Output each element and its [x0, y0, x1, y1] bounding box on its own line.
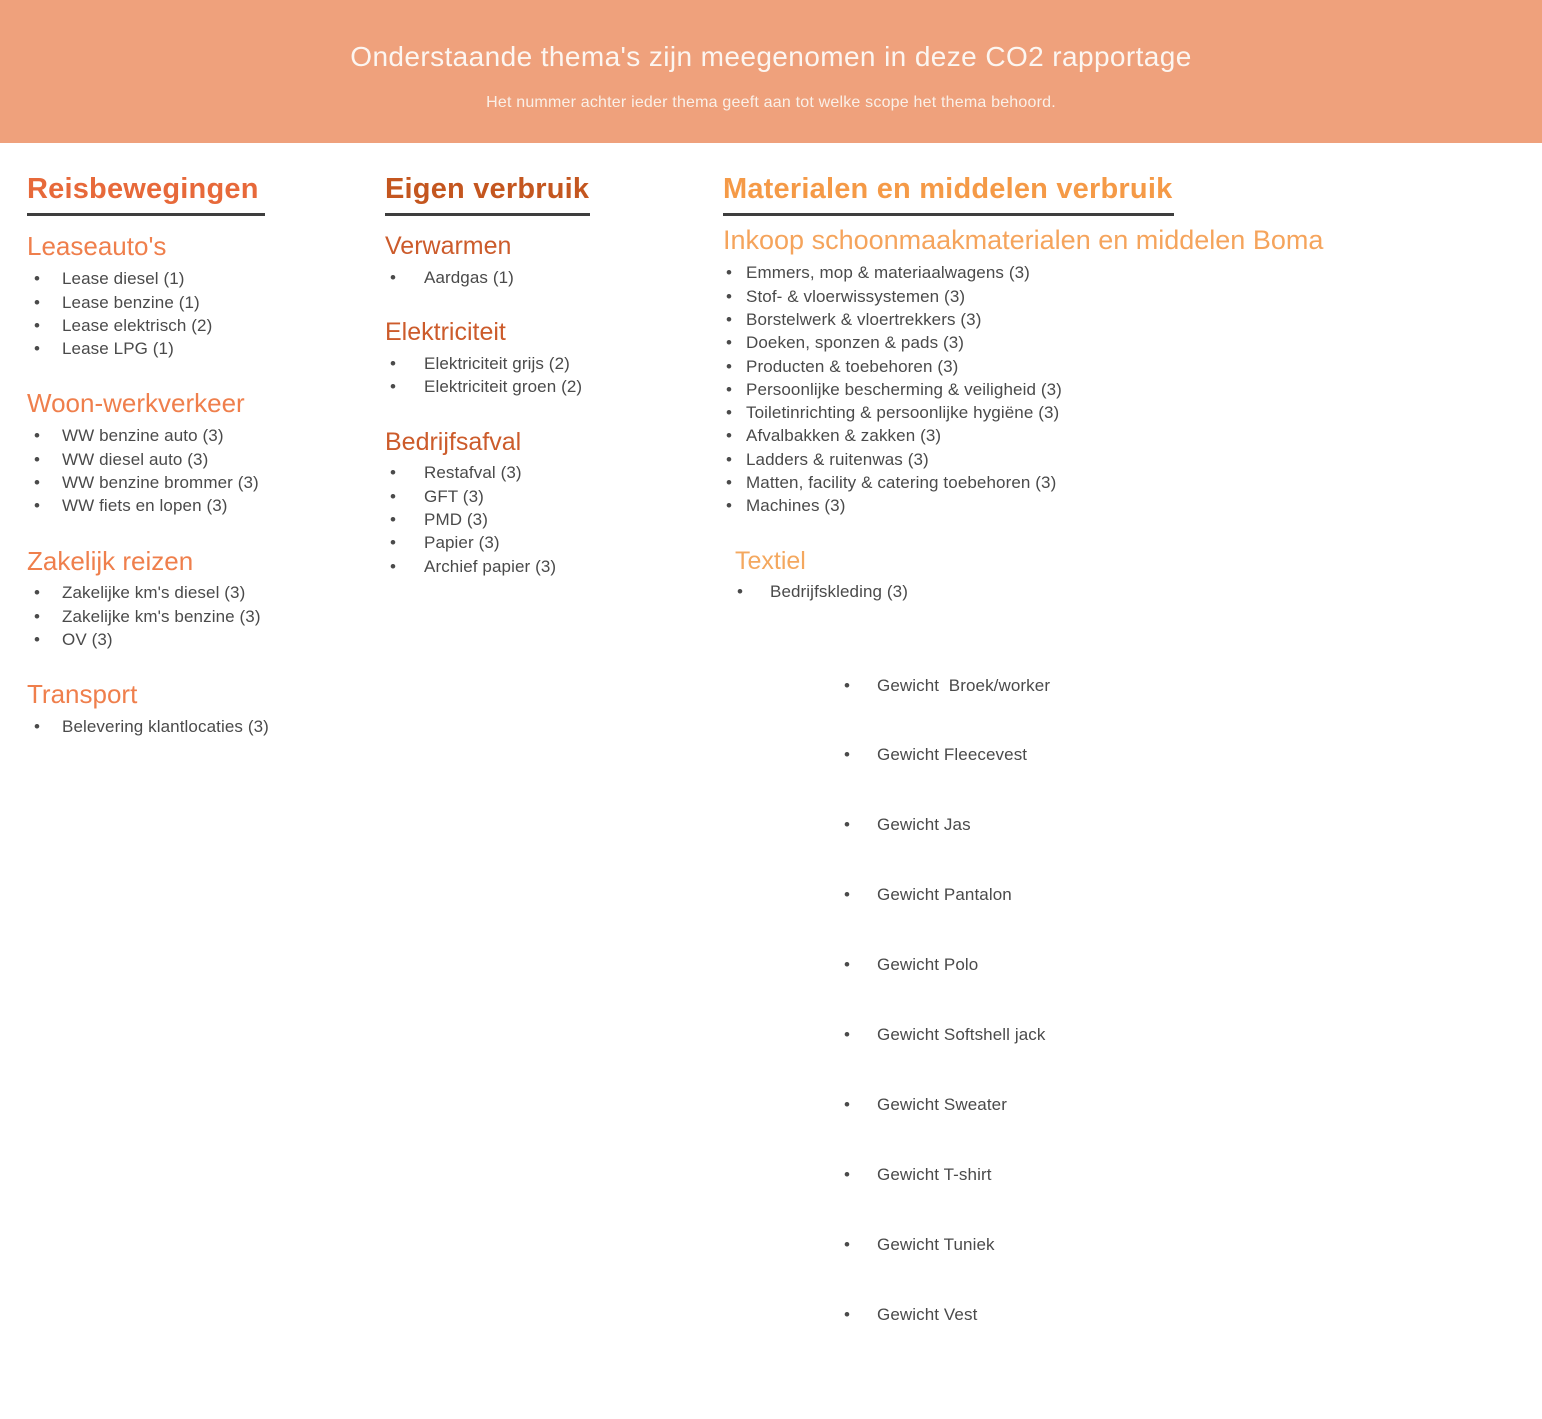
list-item: • Machines (3) [723, 494, 1423, 517]
section-title: Verwarmen [385, 232, 512, 261]
column-heading: Materialen en middelen verbruik [723, 173, 1173, 205]
section-title: Textiel [735, 546, 806, 575]
bullet-list [723, 580, 1423, 1419]
heading-underline [27, 213, 265, 216]
bullet-list [385, 266, 705, 289]
section-title: Woon-werkverkeer [27, 388, 245, 419]
list-item: • Lease diesel (1) [27, 267, 367, 290]
section-transport [27, 680, 367, 738]
section-title: Inkoop schoonmaakmaterialen en middelen Boma [723, 225, 1324, 256]
section-bedrijfsafval [385, 428, 705, 578]
bullet-list [27, 424, 367, 517]
sub-list-item: • Gewicht Tuniek [770, 1233, 1423, 1256]
column-heading: Eigen verbruik [385, 173, 590, 205]
slide-body [0, 143, 1542, 1324]
section-zakelijk-reizen [27, 547, 367, 652]
sub-list-item: • Gewicht Polo [770, 953, 1423, 976]
bullet-list [723, 261, 1423, 517]
list-item: • Matten, facility & catering toebehoren (3) [723, 471, 1423, 494]
list-item: • Lease benzine (1) [27, 291, 367, 314]
list-item: • Afvalbakken & zakken (3) [723, 424, 1423, 447]
banner-title: Onderstaande thema's zijn meegenomen in deze CO2 rapportage [350, 41, 1192, 72]
column-materialen-middelen [723, 143, 1423, 1419]
list-item: • Lease elektrisch (2) [27, 314, 367, 337]
list-item: • Lease LPG (1) [27, 337, 367, 360]
section-woon-werkverkeer [27, 389, 367, 517]
list-item: • Borstelwerk & vloertrekkers (3) [723, 308, 1423, 331]
list-item: • Toiletinrichting & persoonlijke hygiëne (3) [723, 401, 1423, 424]
heading-underline [723, 213, 1174, 216]
list-item: • Producten & toebehoren (3) [723, 355, 1423, 378]
column-reisbewegingen [27, 143, 367, 738]
section-title: Elektriciteit [385, 318, 506, 347]
list-item: • PMD (3) [385, 508, 705, 531]
header-banner [0, 0, 1542, 143]
list-item: • Emmers, mop & materiaalwagens (3) [723, 261, 1423, 284]
column-heading: Reisbewegingen [27, 173, 259, 205]
sub-bullet-list [770, 627, 1423, 1373]
bullet-list [27, 267, 367, 360]
list-item: • Doeken, sponzen & pads (3) [723, 331, 1423, 354]
list-item: • Archief papier (3) [385, 555, 705, 578]
section-leaseautos [27, 232, 367, 360]
bullet-list [385, 352, 705, 399]
section-title: Zakelijk reizen [27, 545, 194, 576]
list-item [723, 580, 1423, 1419]
list-item: • Persoonlijke bescherming & veiligheid (3) [723, 378, 1423, 401]
list-item: • Zakelijke km's benzine (3) [27, 605, 367, 628]
list-item: • Restafval (3) [385, 461, 705, 484]
sub-list-item: • Gewicht Fleecevest [770, 743, 1423, 766]
bullet-list [27, 581, 367, 651]
list-item: • OV (3) [27, 628, 367, 651]
list-item: • Belevering klantlocaties (3) [27, 715, 367, 738]
bullet-list [385, 461, 705, 577]
section-textiel [723, 547, 1423, 1419]
section-inkoop-schoonmaakmaterialen [723, 225, 1423, 517]
list-item: • WW benzine auto (3) [27, 424, 367, 447]
column-eigen-verbruik [385, 143, 705, 578]
sub-list-item: • Gewicht Softshell jack [770, 1023, 1423, 1046]
list-item: • Aardgas (1) [385, 266, 705, 289]
list-item: • Elektriciteit groen (2) [385, 375, 705, 398]
section-verwarmen [385, 232, 705, 289]
list-item: • Zakelijke km's diesel (3) [27, 581, 367, 604]
banner-subtitle: Het nummer achter ieder thema geeft aan tot welke scope het thema behoord. [486, 94, 1056, 111]
section-elektriciteit [385, 318, 705, 398]
sub-list-item: • Gewicht T-shirt [770, 1163, 1423, 1186]
sub-list-item: • Gewicht Jas [770, 813, 1423, 836]
list-item-label: Bedrijfskleding (3) [770, 582, 908, 602]
heading-underline [385, 213, 590, 216]
list-item: • GFT (3) [385, 485, 705, 508]
section-title: Transport [27, 679, 138, 710]
section-title: Leaseauto's [27, 231, 167, 262]
list-item: • Ladders & ruitenwas (3) [723, 448, 1423, 471]
list-item: • Papier (3) [385, 531, 705, 554]
list-item: • WW benzine brommer (3) [27, 471, 367, 494]
sub-list-item: • Gewicht Broek/worker [770, 674, 1423, 697]
list-item: • Stof- & vloerwissystemen (3) [723, 285, 1423, 308]
list-item: • WW diesel auto (3) [27, 448, 367, 471]
sub-list-item: • Gewicht Pantalon [770, 883, 1423, 906]
sub-list-item: • Gewicht Sweater [770, 1093, 1423, 1116]
list-item: • Elektriciteit grijs (2) [385, 352, 705, 375]
section-title: Bedrijfsafval [385, 427, 522, 456]
list-item: • WW fiets en lopen (3) [27, 494, 367, 517]
sub-list-item: • Gewicht Vest [770, 1303, 1423, 1326]
bullet-list [27, 715, 367, 738]
